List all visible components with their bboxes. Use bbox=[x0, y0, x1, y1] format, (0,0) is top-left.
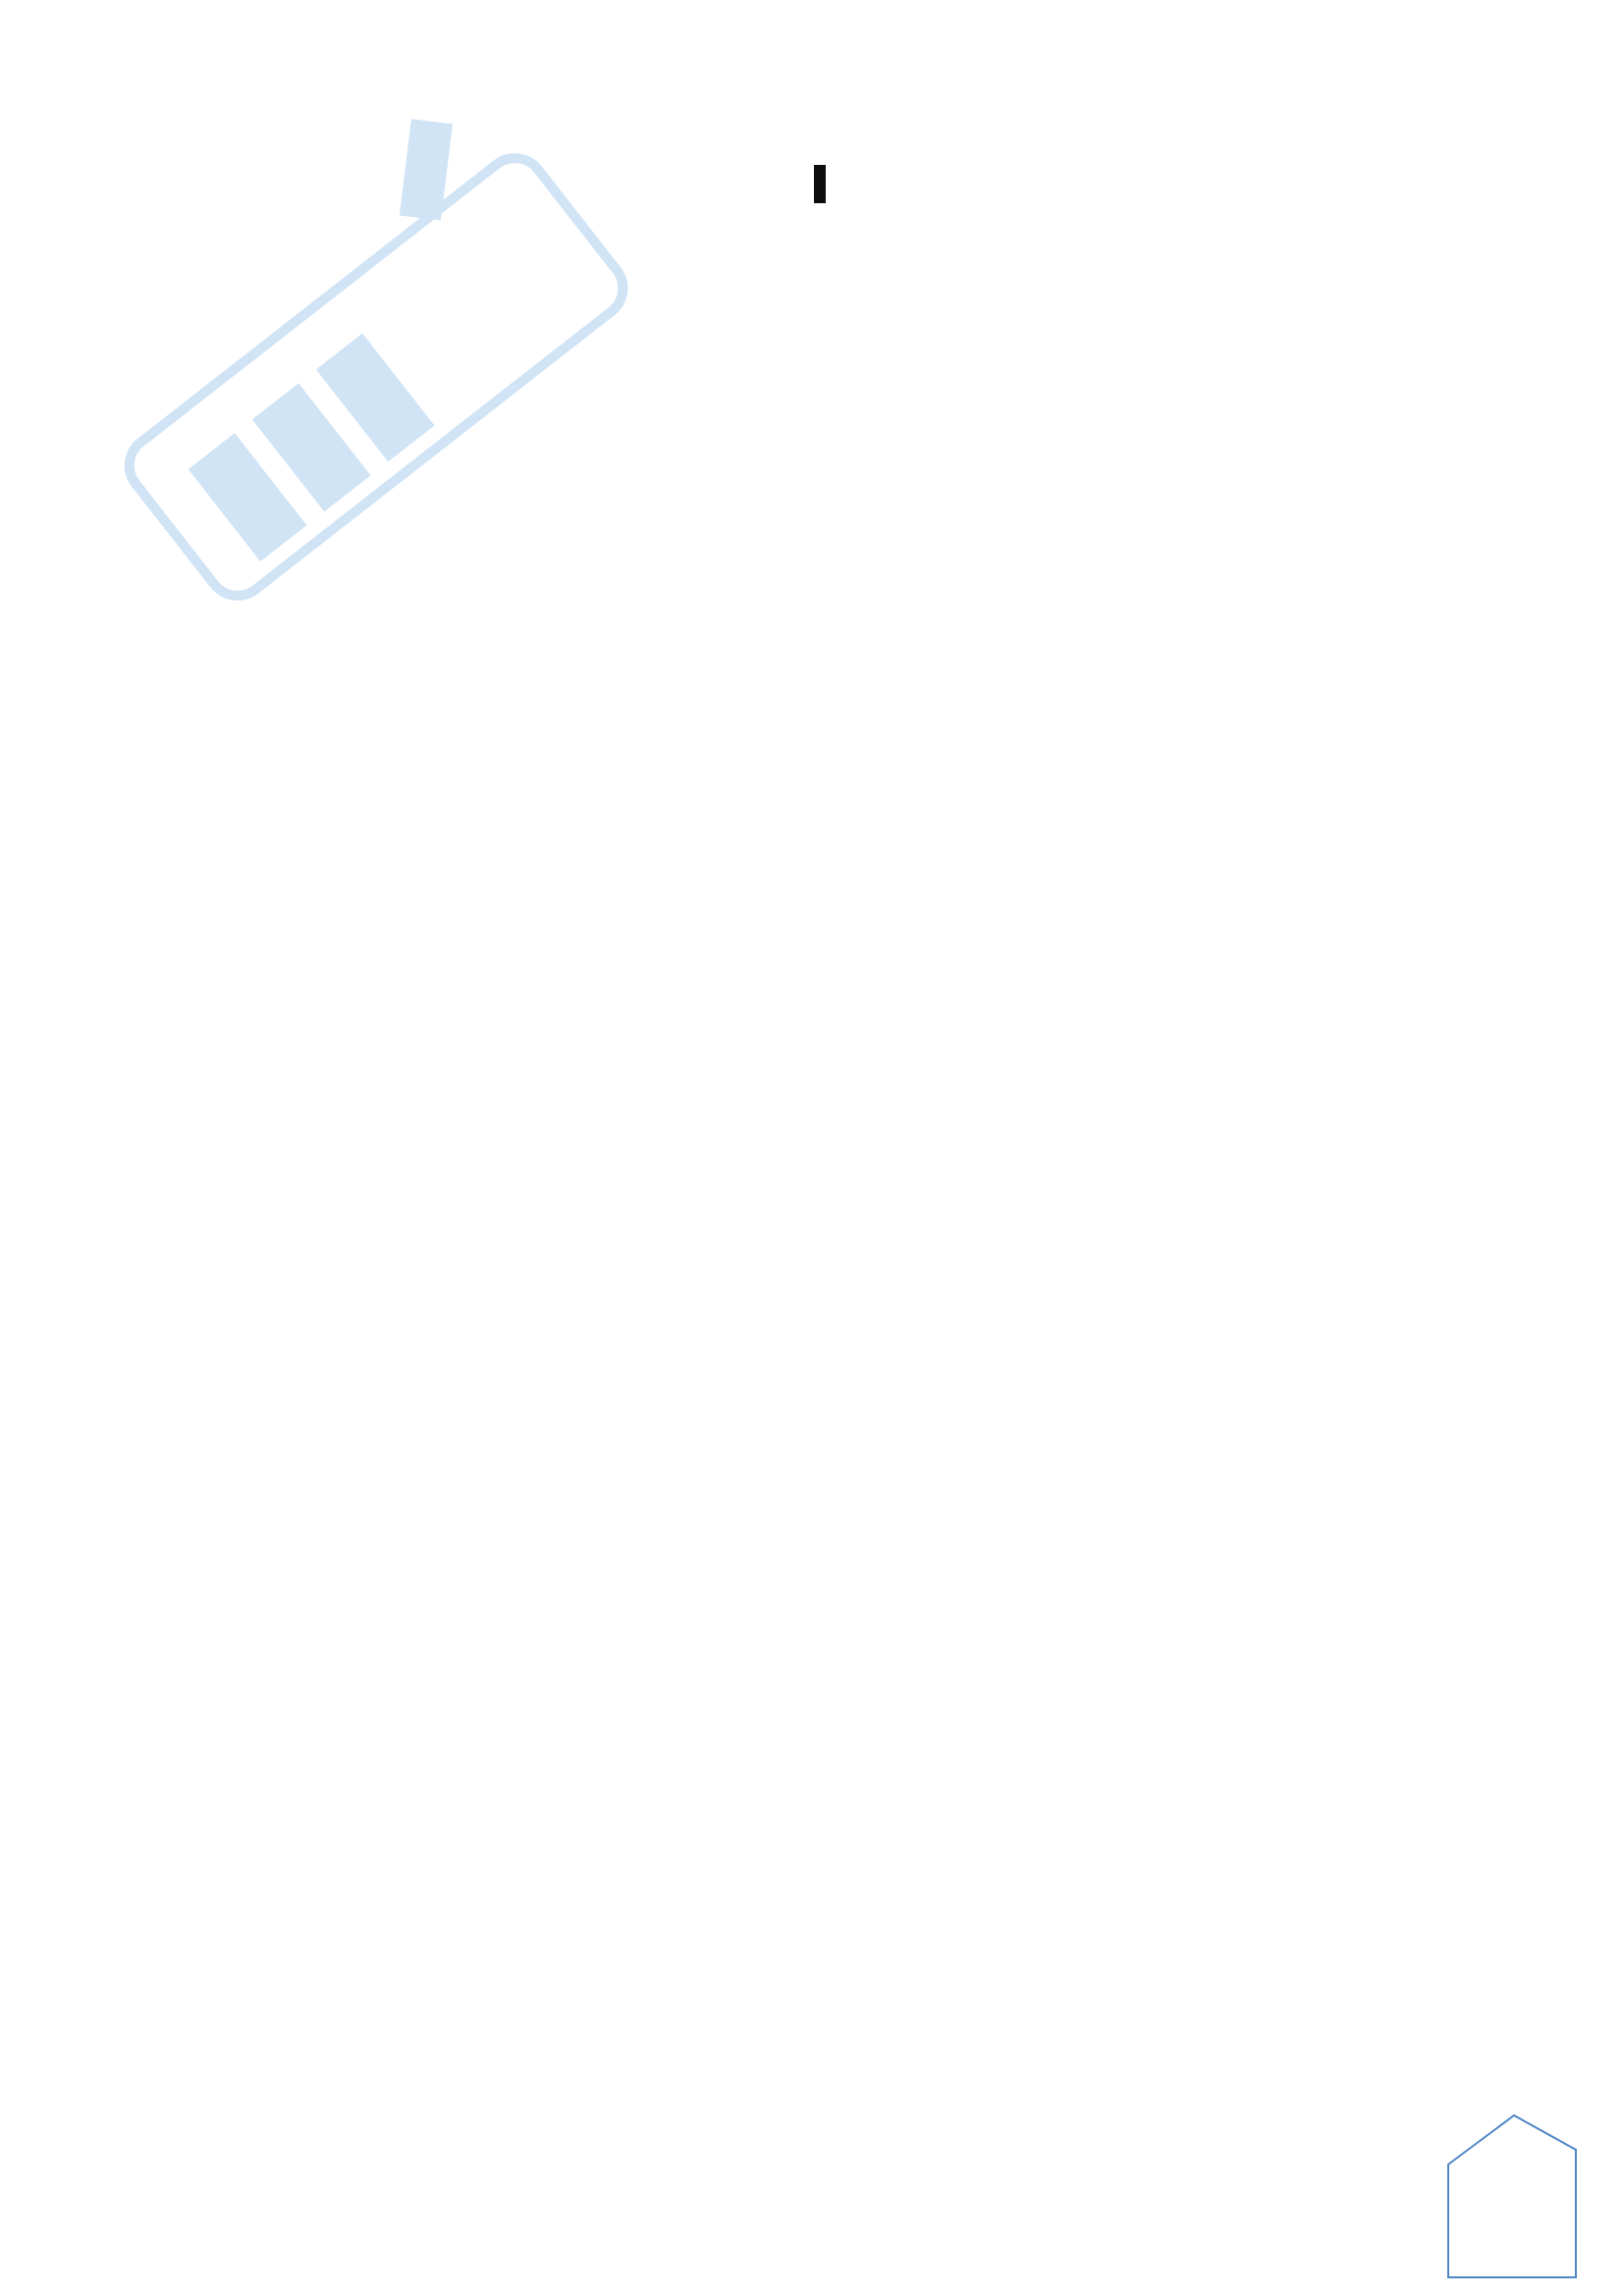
section-heading bbox=[157, 163, 1483, 208]
watermark-logo bbox=[29, 20, 717, 726]
page-number-badge bbox=[1443, 2110, 1581, 2282]
document-page bbox=[157, 149, 1483, 230]
svg-text:▮▮▮: ▮▮▮ bbox=[156, 297, 451, 577]
section-title bbox=[814, 165, 826, 203]
